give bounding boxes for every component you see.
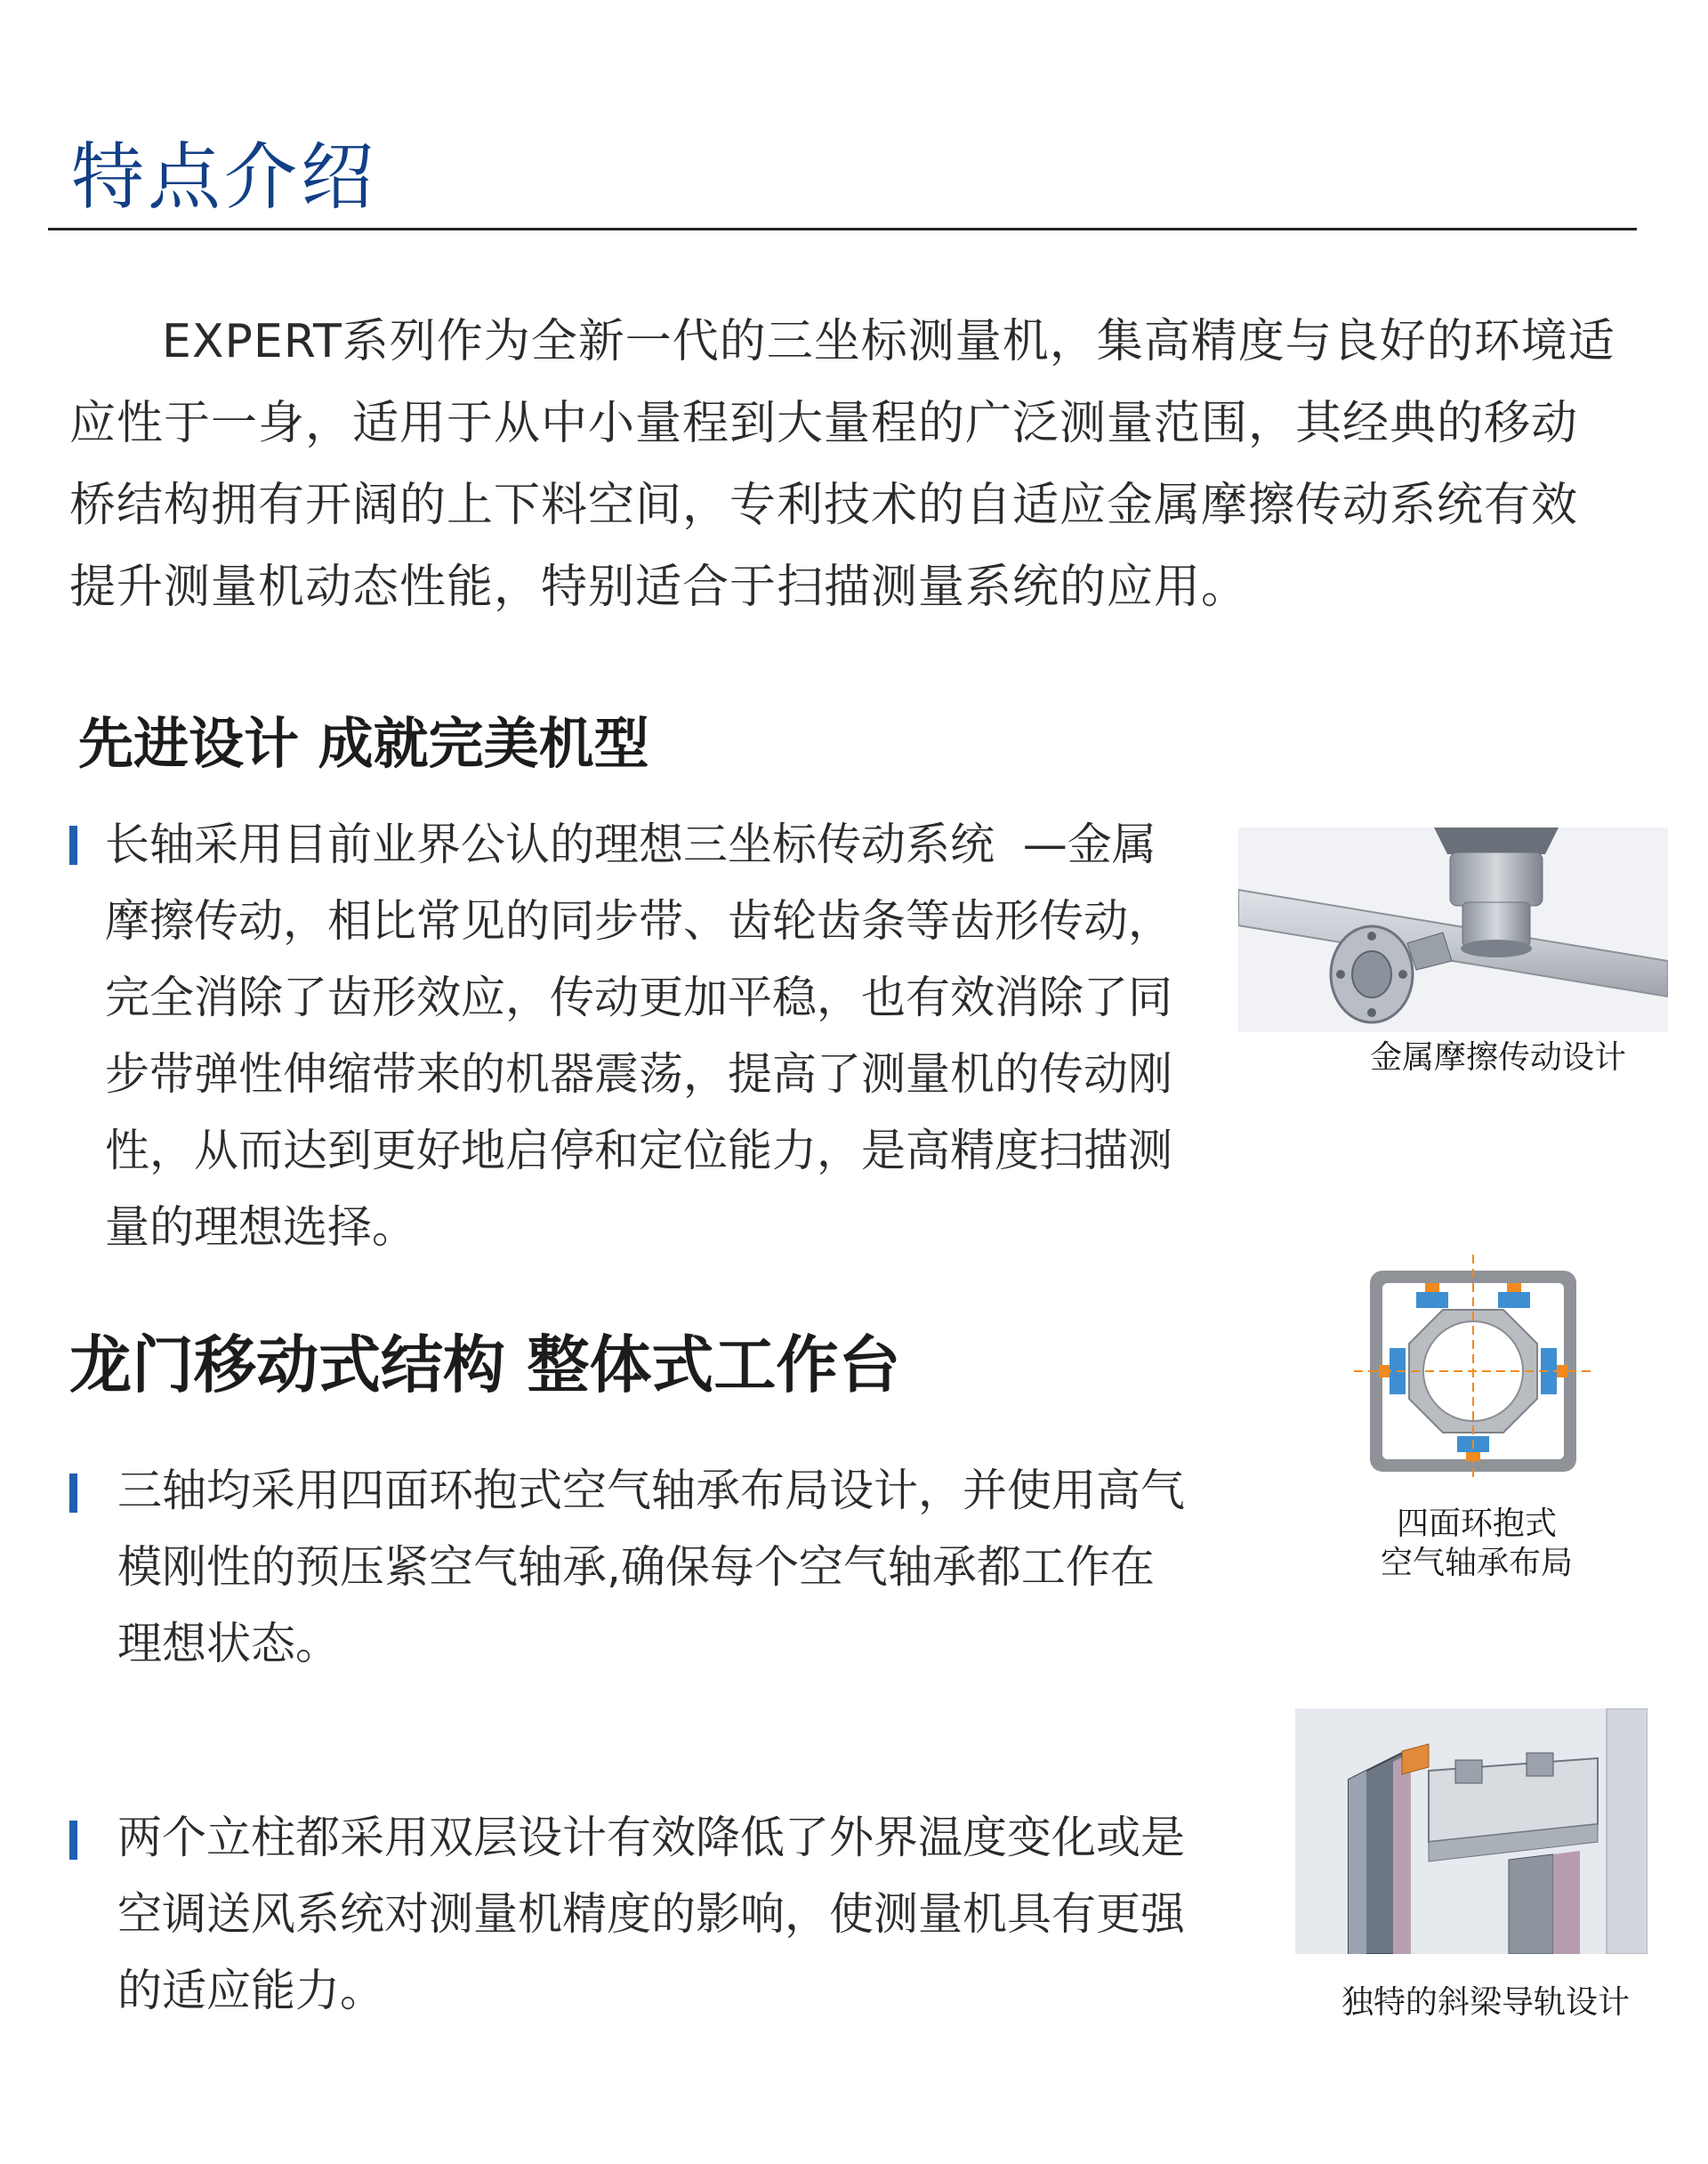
page-title: 特点介绍 — [71, 135, 378, 220]
section1-heading: 先进设计 成就完美机型 — [78, 711, 649, 776]
section2-bullet-marker-2 — [69, 1821, 77, 1860]
inclined-beam-image — [1295, 1708, 1648, 1954]
intro-paragraph: EXPERT系列作为全新一代的三坐标测量机，集高精度与良好的环境适应性于一身，适用于从中小量程到大量程的广泛测量范围，其经典的移动桥结构拥有开阔的上下料空间，专利技术的自适应金属摩擦传动系统有效提升测量机动态性能，特别适合于扫描测量系统的应用。 — [69, 315, 1615, 614]
section1-bullet-marker — [69, 826, 77, 865]
inclined-beam-caption: 独特的斜梁导轨设计 — [1341, 1984, 1630, 2021]
friction-drive-image — [1238, 828, 1668, 1032]
section1-paragraph: 长轴采用目前业界公认的理想三坐标传动系统 —金属摩擦传动，相比常见的同步带、齿轮齿条等齿形传动，完全消除了齿形效应，传动更加平稳，也有效消除了同步带弹性伸缩带来的机器震荡，提高了测量机的传动刚性，从而达到更好地启停和定位能力，是高精度扫描测量的理想选择。 — [105, 819, 1172, 1253]
section2-bullet-marker-1 — [69, 1474, 77, 1513]
title-divider — [48, 228, 1637, 230]
section2-paragraph-2: 两个立柱都采用双层设计有效降低了外界温度变化或是空调送风系统对测量机精度的影响，使测量机具有更强的适应能力。 — [117, 1812, 1185, 2016]
air-bearing-caption-line1: 四面环抱式 — [1396, 1506, 1557, 1542]
section2-heading: 龙门移动式结构 整体式工作台 — [69, 1328, 901, 1401]
air-bearing-layout-image — [1354, 1255, 1592, 1482]
friction-drive-caption: 金属摩擦传动设计 — [1370, 1039, 1627, 1076]
section2-paragraph-1: 三轴均采用四面环抱式空气轴承布局设计，并使用高气模刚性的预压紧空气轴承,确保每个空气轴承都工作在理想状态。 — [117, 1465, 1185, 1669]
air-bearing-caption-line2: 空气轴承布局 — [1380, 1545, 1573, 1581]
